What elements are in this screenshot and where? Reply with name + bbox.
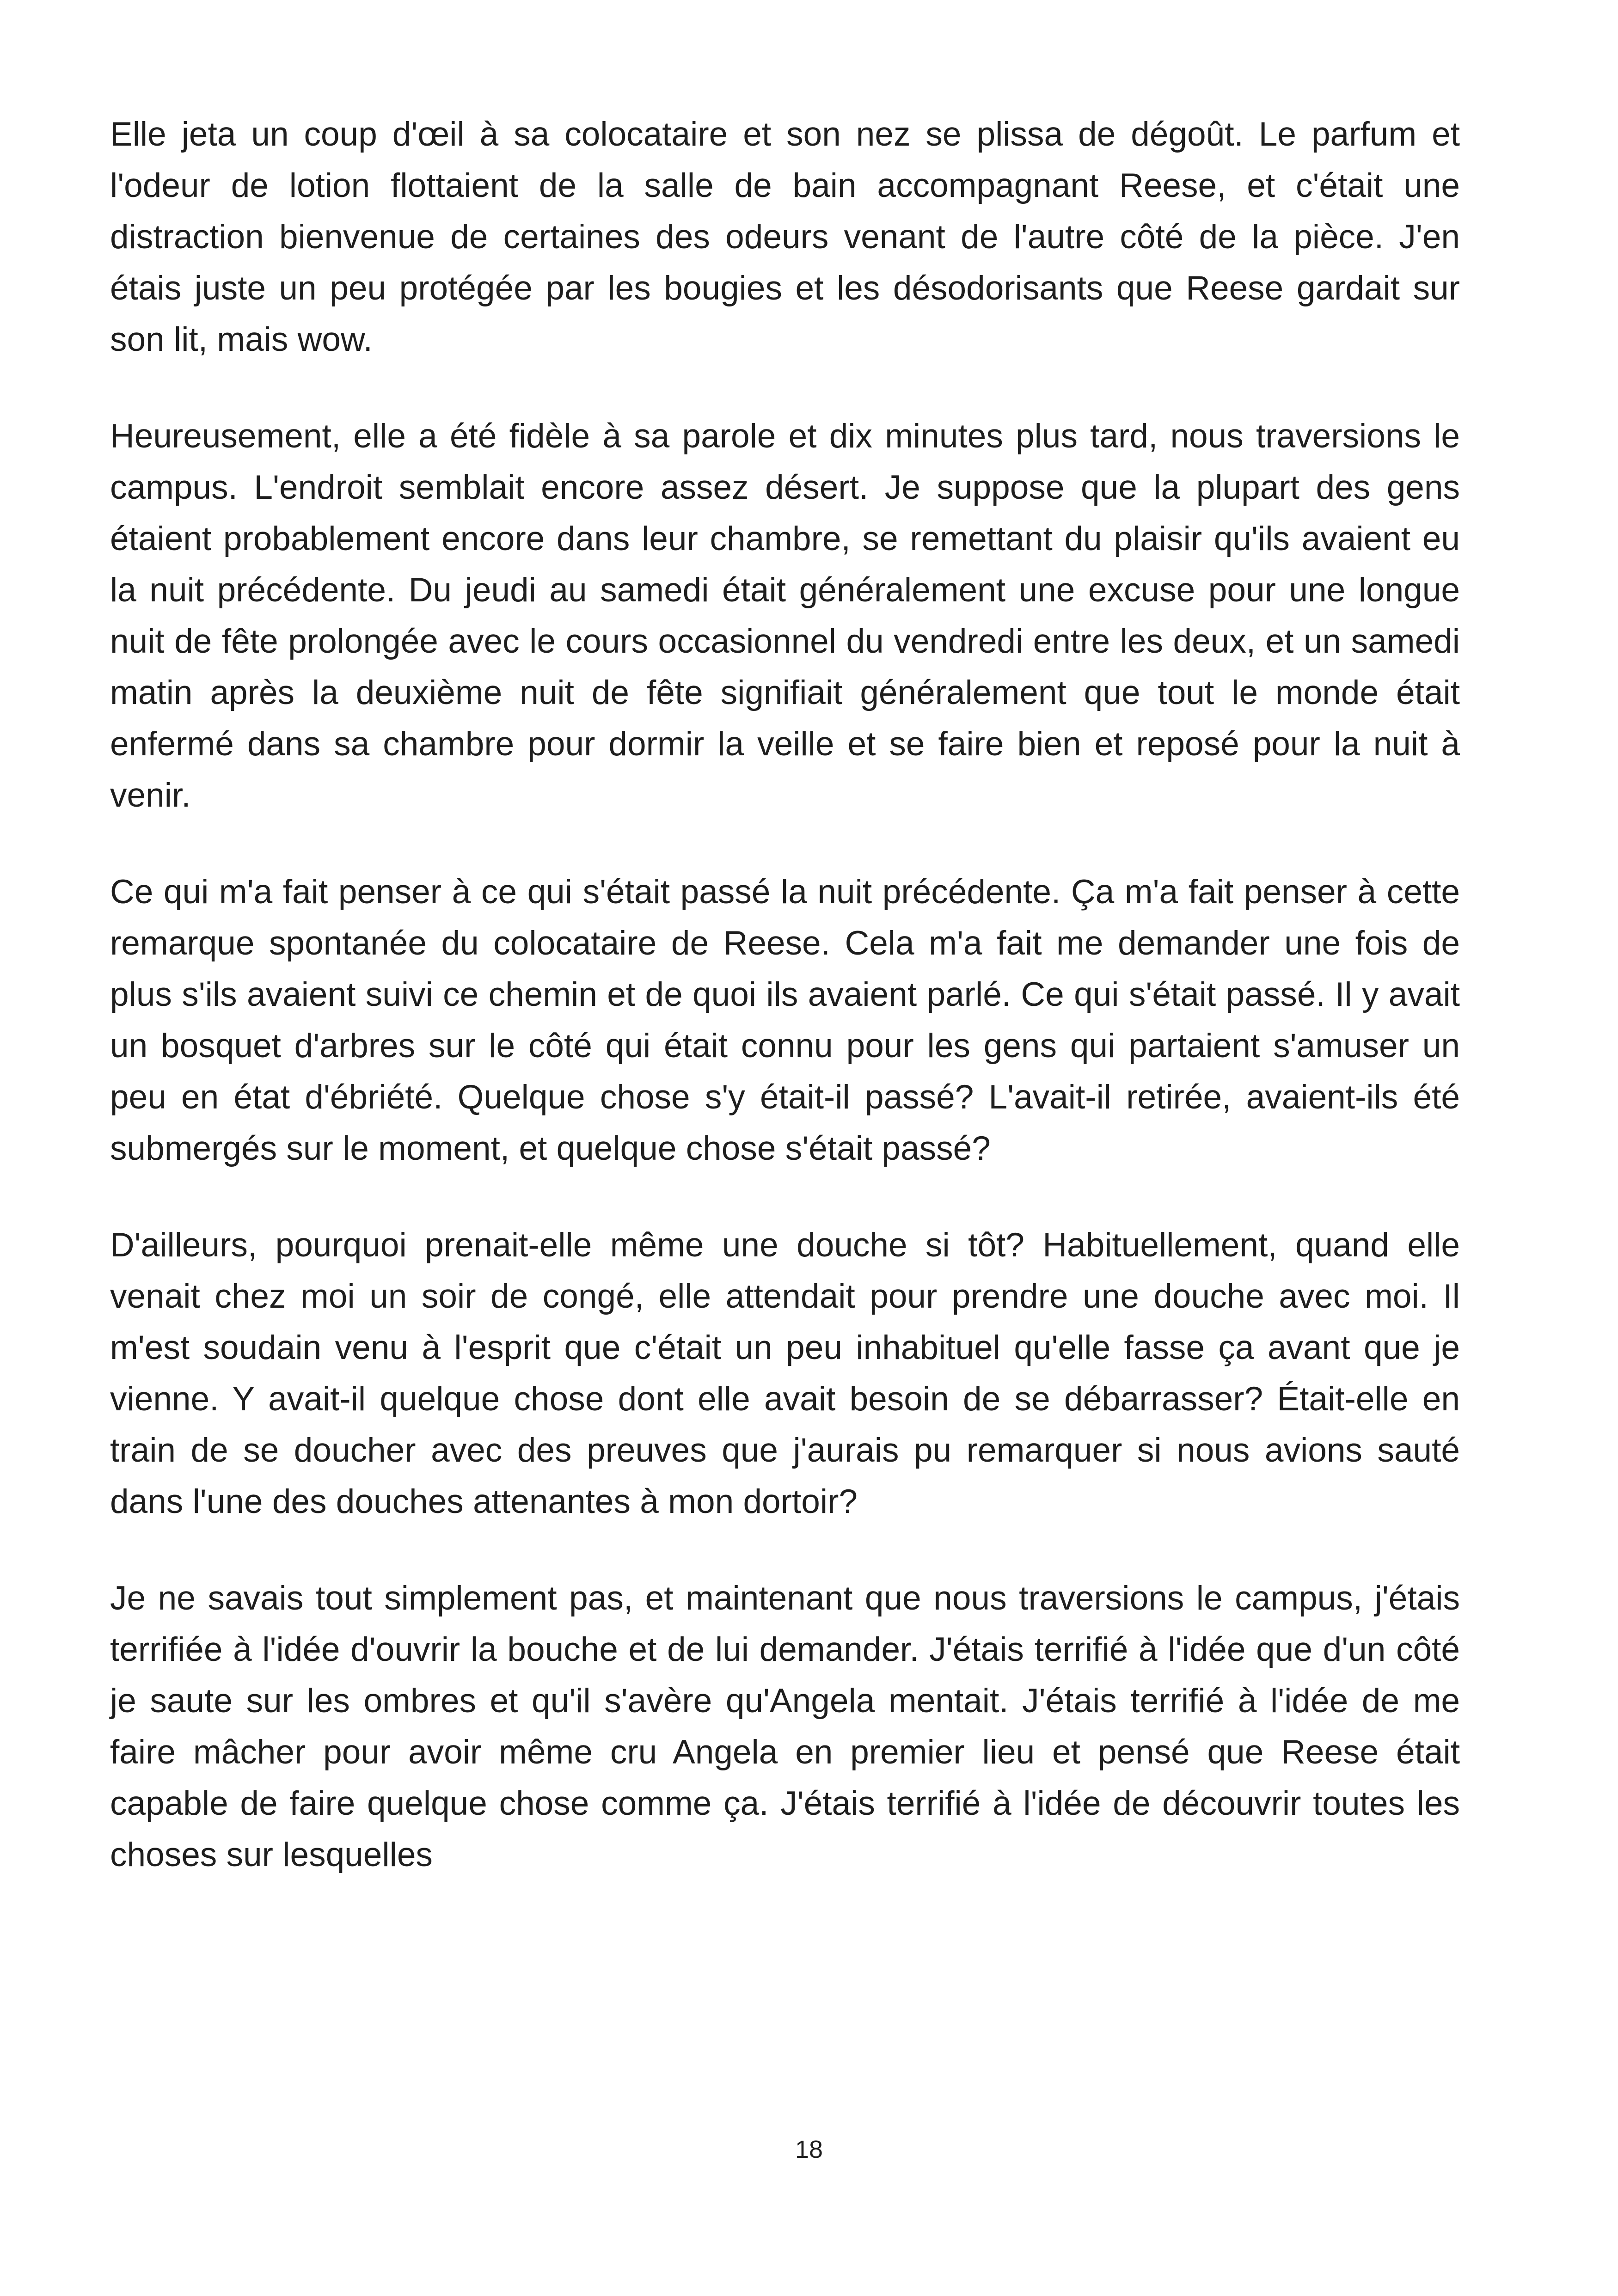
paragraph-5: Je ne savais tout simplement pas, et maintenant que nous traversions le campus, j'étais terrifiée à l'idée d'ouvrir la bouche et de lui demander. J'étais terrifié à l'idée que d'un côté je saute sur les ombres et qu'il s'avère qu'Angela mentait. J'étais terrifié à l'idée de me faire mâcher pour avoir même cru Angela en premier lieu et pensé que Reese était capable de faire quelque chose comme ça. J'étais terrifié à l'idée de découvrir toutes les choses sur lesquelles — [110, 1580, 1460, 1874]
body-text — [110, 109, 1460, 1926]
paragraph-4: D'ailleurs, pourquoi prenait-elle même une douche si tôt? Habituellement, quand elle venait chez moi un soir de congé, elle attendait pour prendre une douche avec moi. Il m'est soudain venu à l'esprit que c'était un peu inhabituel qu'elle fasse ça avant que je vienne. Y avait-il quelque chose dont elle avait besoin de se débarrasser? Était-elle en train de se doucher avec des preuves que j'aurais pu remarquer si nous avions sauté dans l'une des douches attenantes à mon dortoir? — [110, 1226, 1460, 1520]
page-number: 18 — [795, 2136, 823, 2163]
paragraph-3: Ce qui m'a fait penser à ce qui s'était passé la nuit précédente. Ça m'a fait penser à cette remarque spontanée du colocataire de Reese. Cela m'a fait me demander une fois de plus s'ils avaient suivi ce chemin et de quoi ils avaient parlé. Ce qui s'était passé. Il y avait un bosquet d'arbres sur le côté qui était connu pour les gens qui partaient s'amuser un peu en état d'ébriété. Quelque chose s'y était-il passé? L'avait-il retirée, avaient-ils été submergés sur le moment, et quelque chose s'était passé? — [110, 873, 1460, 1167]
paragraph-2: Heureusement, elle a été fidèle à sa parole et dix minutes plus tard, nous traversions le campus. L'endroit semblait encore assez désert. Je suppose que la plupart des gens étaient probablement encore dans leur chambre, se remettant du plaisir qu'ils avaient eu la nuit précédente. Du jeudi au samedi était généralement une excuse pour une longue nuit de fête prolongée avec le cours occasionnel du vendredi entre les deux, et un samedi matin après la deuxième nuit de fête signifiait généralement que tout le monde était enfermé dans sa chambre pour dormir la veille et se faire bien et reposé pour la nuit à venir. — [110, 417, 1460, 814]
paragraph-1: Elle jeta un coup d'œil à sa colocataire et son nez se plissa de dégoût. Le parfum et l'odeur de lotion flottaient de la salle de bain accompagnant Reese, et c'était une distraction bienvenue de certaines des odeurs venant de l'autre côté de la pièce. J'en étais juste un peu protégée par les bougies et les désodorisants que Reese gardait sur son lit, mais wow. — [110, 116, 1460, 358]
